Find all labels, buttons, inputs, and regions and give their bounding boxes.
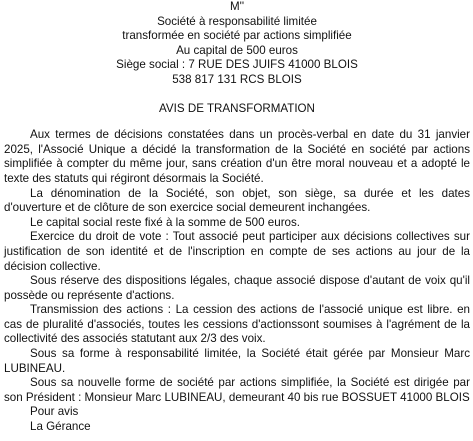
signature: La Gérance bbox=[30, 420, 91, 434]
transformed-form: transformée en société par actions simplifiée bbox=[122, 29, 352, 43]
paragraph-voting-rights: Exercice du droit de vote : Tout associé peut participer aux décisions collectives sur justification de son identité et de l'inscription en compte de ses actions au jour de la décision collective. bbox=[4, 230, 470, 273]
legal-form: Société à responsabilité limitée bbox=[157, 14, 317, 28]
paragraph-new-president: Sous sa nouvelle forme de société par actions simplifiée, la Société est dirigée par son Président : Monsieur Marc LUBINEAU, demeurant 40 bis rue BOSSUET 41000 BLOIS bbox=[4, 376, 470, 404]
pour-avis: Pour avis bbox=[30, 405, 79, 419]
share-capital: Au capital de 500 euros bbox=[176, 43, 298, 57]
rcs-registration: 538 817 131 RCS BLOIS bbox=[172, 72, 302, 86]
paragraph-unchanged-details: La dénomination de la Société, son objet, son siège, sa durée et les dates d'ouverture et de clôture de son exercice social demeurent inchangées. bbox=[4, 186, 470, 215]
registered-office: Siège social : 7 RUE DES JUIFS 41000 BLOIS bbox=[116, 58, 358, 72]
company-header bbox=[4, 0, 470, 88]
company-name: M'' bbox=[229, 0, 245, 13]
paragraph-transformation-decision: Aux termes de décisions constatées dans un procès-verbal en date du 31 janvier 2025, l'Associé Unique a décidé la transformation de la Société en société par actions simplifiée à compter du même jour, sans création d'un être moral nouveau et a adopté le texte des statuts qui régiront désormais la Société. bbox=[4, 128, 470, 185]
paragraph-votes-per-share: Sous réserve des dispositions légales, chaque associé dispose d'autant de voix qu'il possède ou représente d'actions. bbox=[4, 274, 470, 302]
paragraph-share-transfer: Transmission des actions : La cession des actions de l'associé unique est libre. en cas de pluralité d'associés, toutes les cessions d'actionssont soumises à l'agrément de la collectivité des associés statutant aux 2/3 des voix. bbox=[4, 303, 470, 346]
notice-title: AVIS DE TRANSFORMATION bbox=[159, 101, 315, 115]
paragraph-former-management: Sous sa forme à responsabilité limitée, la Société était gérée par Monsieur Marc LUBINEAU. bbox=[4, 347, 470, 375]
paragraph-capital: Le capital social reste fixé à la somme de 500 euros. bbox=[30, 215, 301, 229]
